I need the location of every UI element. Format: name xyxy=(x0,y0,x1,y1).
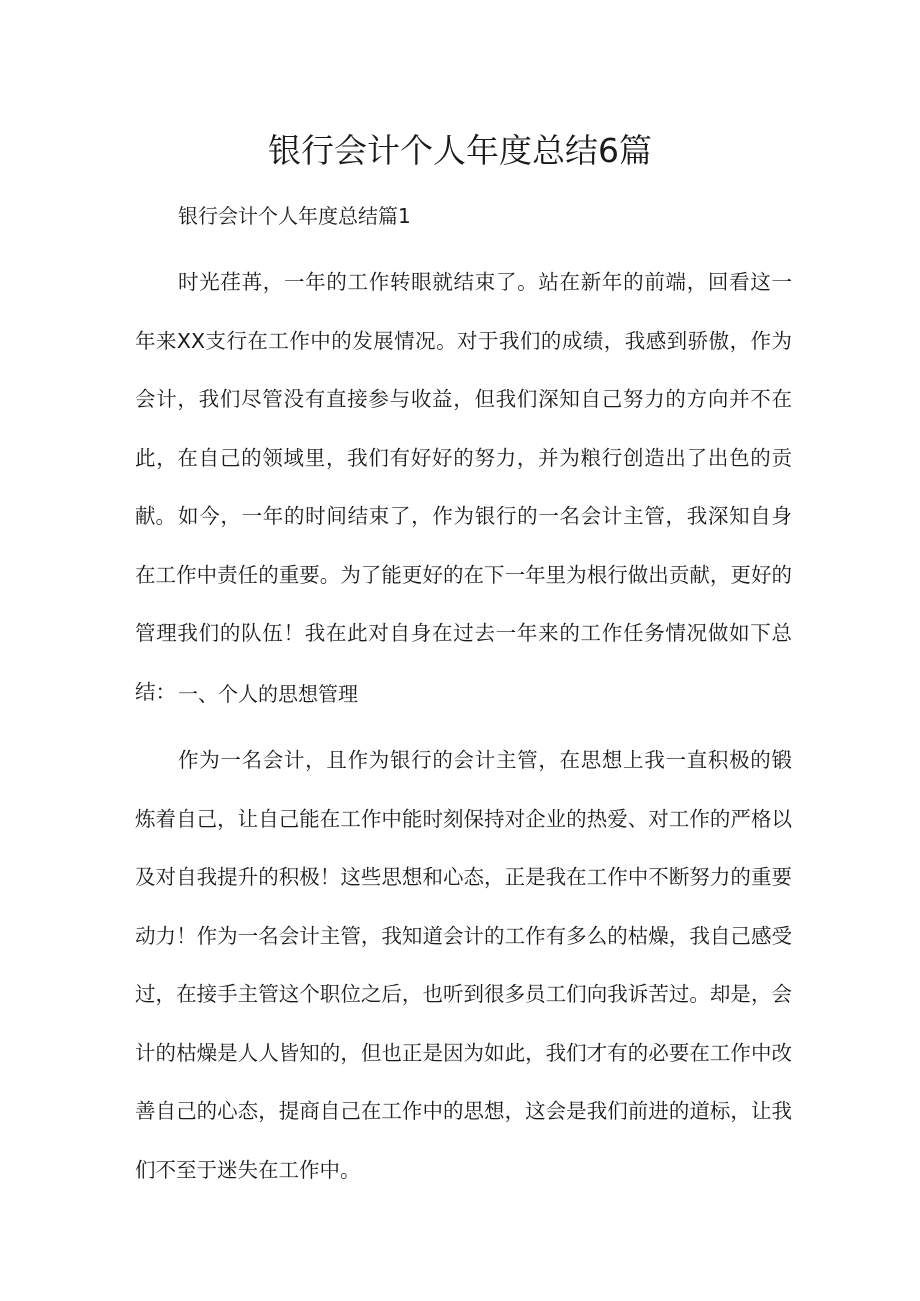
document-title: 银行会计个人年度总结6篇 xyxy=(268,131,652,170)
paragraph-3: 作为一名会计，且作为银行的会计主管，在思想上我一直积极的锻炼着自己，让自己能在工作中能时刻保持对企业的热爱、对工作的严格以及对自我提升的积极！这些思想和心态，正是我在工作中不断努力的重要动力！作为一名会计主管，我知道会计的工作有多么的枯燥，我自己感受过，在接手主管这个职位之后，也听到很多员工们向我诉苦过。却是，会计的枯燥是人人皆知的，但也正是因为如此，我们才有的必要在工作中改善自己的心态，提商自己在工作中的思想，这会是我们前进的道标，让我们不至于迷失在工作中。 xyxy=(135,748,792,1182)
section-heading: 银行会计个人年度总结篇1 xyxy=(178,204,411,228)
paragraph-1: 时光荏苒，一年的工作转眼就结束了。站在新年的前端，回看这一年来XX支行在工作中的发展情况。对于我们的成绩，我感到骄傲，作为会计，我们尽管没有直接参与收益，但我们深知自己努力的方向并不在此，在自己的领域里，我们有好好的努力，并为粮行创造出了出色的贡献。 xyxy=(135,270,792,528)
paragraph-2: 如今，一年的时间结束了，作为银行的一名会计主管，我深知自身在工作中责任的重要。为了能更好的在下一年里为根行做出贡献，更好的管理我们的队伍！我在此对自身在过去一年来的工作任务情况做如下总结： xyxy=(135,504,792,704)
subheading-thought-management: 一、个人的思想管理 xyxy=(178,682,358,706)
